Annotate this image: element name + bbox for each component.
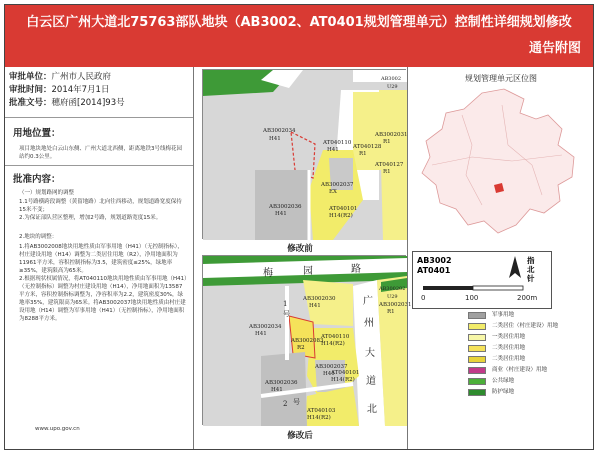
map-label-code: AB3002034 [249, 324, 282, 330]
legend-label: 二类居住（村庄建设）用地 [492, 323, 559, 329]
unit-code: AB3002 [417, 256, 452, 265]
title-line-1: 白云区广州大道北75763部队地块（AB3002、AT0401规划管理单元）控制性详细规划修改 [26, 15, 572, 30]
avenue-char: 大 [365, 348, 375, 359]
map-label-code: AT040101 [329, 206, 358, 212]
road-name-char: 路 [351, 264, 361, 275]
legend-item [468, 322, 592, 332]
map-before-svg [203, 70, 407, 240]
map-label-use: H14(R2) [307, 415, 331, 421]
road-name-char: 园 [303, 266, 313, 277]
approval-date-label: 审批时间： [9, 85, 52, 95]
map-label-code: AT040110 [321, 334, 350, 340]
land-location-heading: 用地位置： [13, 128, 61, 139]
map-label-use: EX [329, 189, 337, 195]
legend-item [468, 311, 592, 321]
map-label-use: R1 [383, 169, 391, 175]
location-map-title: 规划管理单元区位图 [465, 74, 537, 83]
approval-doc-label: 批准文号： [9, 98, 52, 108]
scale-tick: 200m [517, 294, 538, 302]
map-label-code: AT040128 [353, 144, 382, 150]
map-label-use: H41 [255, 331, 267, 337]
info-column [5, 67, 194, 449]
map-label-use: U29 [387, 294, 398, 300]
map-label-code: AB3002030 [303, 296, 336, 302]
divider [5, 117, 193, 118]
legend-item [468, 344, 592, 354]
maps-column [194, 67, 412, 449]
district-outline [422, 89, 574, 233]
land-item-2: 2.根据现状权属情况，将AT040110地块用地性质由军事用地（H41）（无控制指标）调整为村庄建设用地（H14），净用地面积为13587平方米，容积控制指标调整为，净容积率为2.2，建筑密度30%，绿地率35%，建筑限高为65米。将AB3002037地块用地性质由村庄建设用地（H14）调整为军事用地（H41）（无控制指标），净用地面积为8288平方米。 [19, 276, 187, 322]
road-1-char: 号 [283, 310, 290, 318]
legend-swatch [468, 345, 486, 352]
map-label-use: R1 [387, 309, 395, 315]
map-label-code: AB3002 [381, 76, 402, 82]
map-label-use: H14(R2) [331, 377, 355, 383]
legend-label: 商业（村庄建设）用地 [492, 367, 548, 373]
legend-label: 二类居住用地 [492, 345, 526, 351]
map-label-code: AB3002037 [321, 182, 354, 188]
land-location-text: 项目地块地处白云山东侧、广州大道北西侧，距离地铁3号线梅花园站约0.3公里。 [19, 146, 183, 160]
north-arrow-icon [507, 256, 523, 282]
map-label-use: H41 [275, 211, 287, 217]
map-label-code: AB300202 [379, 286, 406, 292]
map-label-code: AB3002034 [263, 128, 296, 134]
title-bar [5, 5, 593, 67]
map-label-use: H41 [309, 303, 321, 309]
avenue-char: 广 [363, 296, 373, 307]
map-label-use: H14(R2) [321, 341, 345, 347]
divider [5, 165, 193, 166]
modified-parcel [289, 316, 315, 358]
map-label-code: AT040103 [307, 408, 336, 414]
poster-frame [4, 4, 594, 450]
road-1-char: 1 [283, 300, 288, 308]
title-line-2: 通告附图 [528, 41, 581, 56]
map-label-code: AB3002083 [291, 338, 324, 344]
map-label-use: R2 [297, 345, 305, 351]
legend-swatch [468, 356, 486, 363]
map-label-code: AB3002036 [265, 380, 298, 386]
legend-swatch [468, 334, 486, 341]
legend-column [407, 67, 593, 449]
map-label-use: R1 [359, 151, 367, 157]
map-label-use: H41 [271, 387, 283, 393]
approval-unit-label: 审批单位： [9, 72, 52, 82]
legend-swatch [468, 323, 486, 330]
map-after-svg [203, 256, 412, 426]
map-label-code: AB3002031 [375, 132, 408, 138]
map-after [202, 255, 412, 425]
map-before [202, 69, 406, 239]
approval-doc-value: 穗府函[2014]93号 [51, 98, 125, 108]
approval-unit-value: 广州市人民政府 [51, 72, 112, 82]
legend-swatch [468, 389, 486, 396]
map-label-use: H14(R2) [329, 213, 353, 219]
legend-label: 军事用地 [492, 312, 515, 318]
map-label-use: H41 [269, 136, 281, 142]
avenue-char: 北 [367, 404, 377, 415]
map-label-code: AT040127 [375, 162, 404, 168]
approval-block [9, 71, 189, 110]
map-label-code: AB3002031 [379, 302, 412, 308]
map-before-caption: 修改前 [287, 244, 313, 254]
road-name-char: 梅 [263, 268, 273, 279]
road-2-char: 号 [293, 398, 300, 406]
map-label-use: R1 [383, 139, 391, 145]
website-url[interactable]: www.upo.gov.cn [35, 426, 80, 432]
unit-code: AT0401 [417, 266, 451, 275]
road-heading: （一）规划路网的调整 [19, 190, 75, 196]
map-after-caption: 修改后 [287, 431, 313, 441]
legend-item [468, 366, 592, 376]
map-label-code: AB3002037 [315, 364, 348, 370]
info-box [412, 251, 552, 309]
map-label-code: AT040110 [323, 140, 352, 146]
scale-bar [419, 284, 549, 308]
legend-item [468, 377, 592, 387]
scale-tick: 0 [421, 294, 426, 302]
legend-label: 二类居住用地 [492, 356, 526, 362]
map-label-use: U29 [387, 84, 398, 90]
residential-area [353, 92, 381, 170]
legend-label: 公共绿地 [492, 378, 515, 384]
legend-item [468, 355, 592, 365]
legend-swatch [468, 312, 486, 319]
road-item-2: 2.为保证部队营区整理，增加2号路，规划道路宽度15米。 [19, 215, 162, 221]
legend-label: 一类居住用地 [492, 334, 526, 340]
approval-date-value: 2014年7月1日 [51, 85, 110, 95]
approval-content-heading: 批准内容： [13, 174, 61, 185]
legend-item [468, 388, 592, 398]
road-item-1: 1.1号路横跨段调整（黄留地路）北向往西移动，规划道路宽度保持15米不变； [19, 199, 182, 213]
legend-swatch [468, 378, 486, 385]
north-label: 指北针 [527, 256, 535, 283]
map-label-use: H41 [327, 147, 339, 153]
legend-label: 防护绿地 [492, 389, 515, 395]
scale-tick: 100 [465, 294, 479, 302]
map-label-use: H41 [323, 371, 335, 377]
legend-item [468, 333, 592, 343]
map-label-code: AB3002036 [269, 204, 302, 210]
land-heading: 2.地块的调整： [19, 234, 58, 240]
road-2-char: 2 [283, 400, 288, 408]
legend-swatch [468, 367, 486, 374]
avenue-char: 道 [366, 376, 376, 387]
location-map [412, 85, 590, 245]
land-item-1: 1.将AB3002008地块用地性质由军事用地（H41）（无控制指标），村庄建设用地（H14）调整为二类居住用地（R2），净用地面积为11961平方米，容积控制指标为3.5，建筑密度≤25%，绿地率≥35%，建筑限高为65米。 [19, 244, 183, 274]
avenue-char: 州 [364, 318, 374, 329]
map-label-code: AT040101 [331, 370, 360, 376]
